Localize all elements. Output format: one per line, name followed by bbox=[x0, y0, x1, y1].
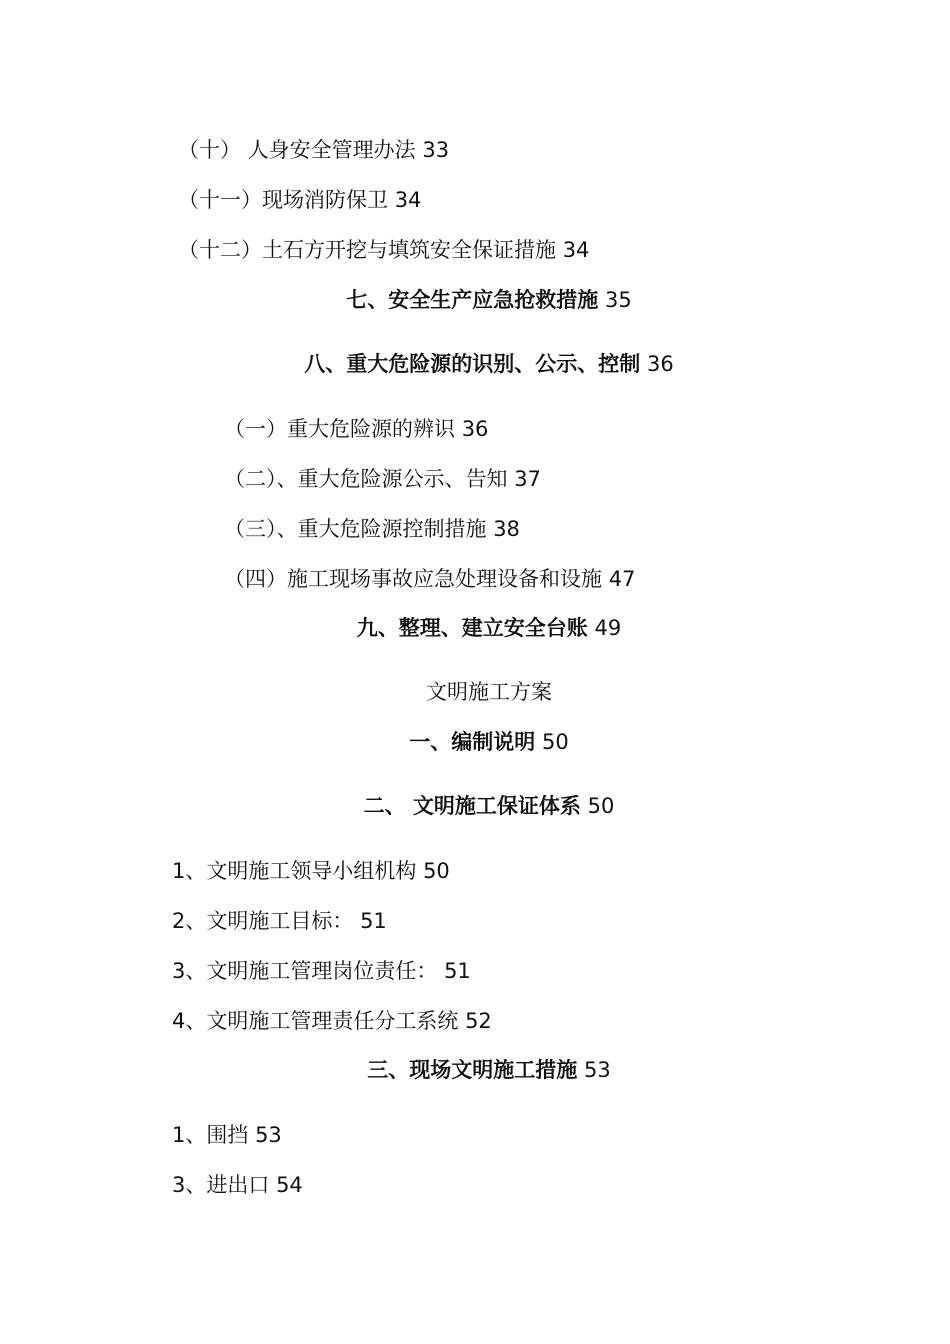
toc-heading[interactable] bbox=[0, 1056, 950, 1084]
toc-entry[interactable] bbox=[178, 186, 421, 214]
toc-entry[interactable] bbox=[178, 236, 589, 264]
toc-heading[interactable] bbox=[0, 614, 950, 642]
toc-entry-page: 33 bbox=[422, 138, 450, 162]
toc-heading[interactable] bbox=[0, 350, 950, 378]
toc-entry-title: 3、文明施工管理岗位责任： bbox=[172, 959, 438, 983]
toc-heading-title: 八、重大危险源的识别、公示、控制 bbox=[304, 352, 641, 376]
toc-heading-title: 九、整理、建立安全台账 bbox=[356, 616, 588, 640]
toc-entry-page: 52 bbox=[465, 1009, 492, 1033]
toc-entry-title: 2、文明施工目标： bbox=[172, 909, 354, 933]
toc-entry-page: 37 bbox=[514, 467, 541, 491]
toc-heading-page: 53 bbox=[583, 1058, 611, 1082]
toc-entry-page: 50 bbox=[423, 859, 450, 883]
toc-entry-page: 47 bbox=[608, 567, 636, 591]
toc-heading-page: 49 bbox=[594, 616, 622, 640]
toc-entry-title: （二）、重大危险源公示、告知 bbox=[224, 467, 508, 491]
toc-entry-page: 53 bbox=[255, 1123, 282, 1147]
toc-entry-title: 3、进出口 bbox=[172, 1173, 270, 1197]
toc-entry-title: 1、文明施工领导小组机构 bbox=[172, 859, 417, 883]
toc-entry-title: （一）重大危险源的辨识 bbox=[224, 417, 455, 441]
toc-heading-title: 二、 文明施工保证体系 bbox=[363, 794, 581, 818]
toc-entry[interactable] bbox=[224, 415, 488, 443]
toc-entry-title: 4、文明施工管理责任分工系统 bbox=[172, 1009, 459, 1033]
toc-entry[interactable] bbox=[178, 136, 449, 164]
toc-entry[interactable] bbox=[172, 1121, 282, 1149]
toc-entry-page: 51 bbox=[444, 959, 471, 983]
toc-heading[interactable] bbox=[0, 792, 950, 820]
section-title-text: 文明施工方案 bbox=[426, 680, 552, 704]
toc-entry-title: （十二）土石方开挖与填筑安全保证措施 bbox=[178, 238, 556, 262]
toc-heading-page: 36 bbox=[646, 352, 674, 376]
toc-entry-page: 51 bbox=[360, 909, 387, 933]
toc-heading-page: 50 bbox=[587, 794, 615, 818]
section-title bbox=[0, 678, 950, 706]
toc-entry-page: 38 bbox=[493, 517, 520, 541]
toc-heading[interactable] bbox=[0, 728, 950, 756]
toc-entry[interactable] bbox=[224, 565, 635, 593]
toc-entry[interactable] bbox=[224, 465, 541, 493]
toc-heading-page: 35 bbox=[604, 288, 632, 312]
toc-entry[interactable] bbox=[172, 857, 450, 885]
toc-entry[interactable] bbox=[172, 1007, 492, 1035]
toc-entry[interactable] bbox=[224, 515, 520, 543]
toc-entry-title: （四）施工现场事故应急处理设备和设施 bbox=[224, 567, 602, 591]
toc-entry-title: （十） 人身安全管理办法 bbox=[178, 138, 416, 162]
toc-entry[interactable] bbox=[172, 907, 387, 935]
toc-entry[interactable] bbox=[172, 957, 471, 985]
toc-heading-page: 50 bbox=[541, 730, 569, 754]
toc-heading-title: 一、编制说明 bbox=[409, 730, 536, 754]
toc-entry-title: 1、围挡 bbox=[172, 1123, 249, 1147]
toc-heading-title: 七、安全生产应急抢救措施 bbox=[346, 288, 599, 312]
toc-entry-page: 34 bbox=[562, 238, 590, 262]
toc-entry-title: （十一）现场消防保卫 bbox=[178, 188, 388, 212]
toc-heading[interactable] bbox=[0, 286, 950, 314]
toc-entry-page: 36 bbox=[461, 417, 489, 441]
toc-entry[interactable] bbox=[172, 1171, 303, 1199]
toc-entry-title: （三）、重大危险源控制措施 bbox=[224, 517, 487, 541]
toc-entry-page: 54 bbox=[276, 1173, 303, 1197]
toc-heading-title: 三、现场文明施工措施 bbox=[367, 1058, 578, 1082]
toc-entry-page: 34 bbox=[394, 188, 422, 212]
